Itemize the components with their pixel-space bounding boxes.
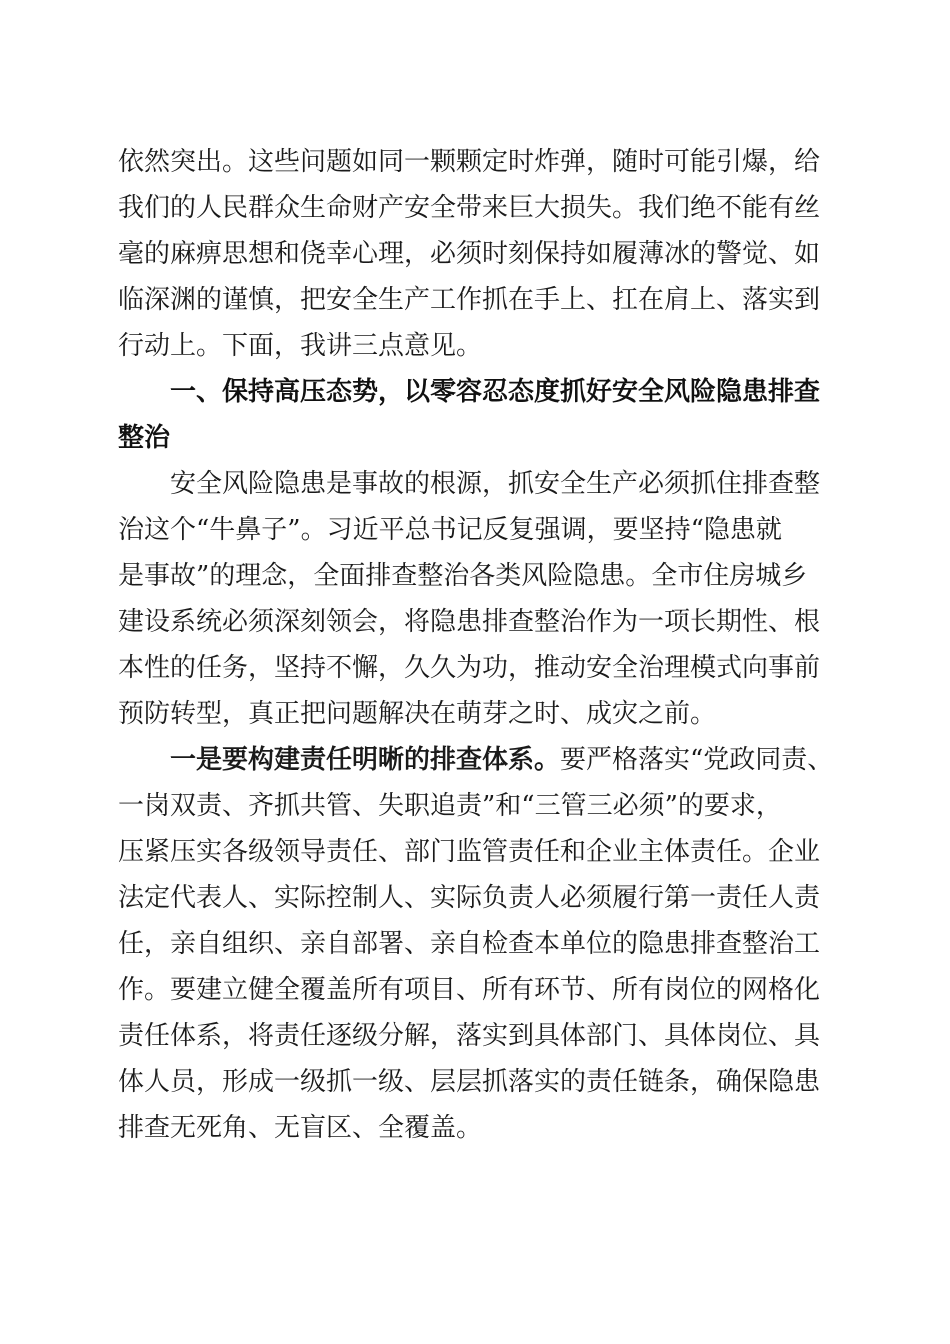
heading-line: 一、保持高压态势，以零容忍态度抓好安全风险隐患排查 bbox=[170, 377, 821, 407]
text-line: 我们的人民群众生命财产安全带来巨大损失。我们绝不能有丝 bbox=[118, 193, 821, 223]
text-line: 预防转型，真正把问题解决在萌芽之时、成灾之前。 bbox=[118, 699, 717, 729]
text-line: 临深渊的谨慎，把安全生产工作抓在手上、扛在肩上、落实到 bbox=[118, 285, 821, 315]
text-line: 行动上。下面，我讲三点意见。 bbox=[118, 331, 483, 361]
text-line bbox=[170, 740, 833, 780]
text-line: 治这个“牛鼻子”。习近平总书记反复强调，要坚持“隐患就 bbox=[118, 515, 782, 545]
paragraph-text: 要严格落实“党政同责、 bbox=[560, 745, 834, 775]
text-line: 毫的麻痹思想和侥幸心理，必须时刻保持如履薄冰的警觉、如 bbox=[118, 239, 821, 269]
text-line: 安全风险隐患是事故的根源，抓安全生产必须抓住排查整 bbox=[170, 469, 821, 499]
text-line: 压紧压实各级领导责任、部门监管责任和企业主体责任。企业 bbox=[118, 837, 821, 867]
text-line: 建设系统必须深刻领会，将隐患排查整治作为一项长期性、根 bbox=[118, 607, 821, 637]
text-line: 一岗双责、齐抓共管、失职追责”和“三管三必须”的要求， bbox=[118, 791, 782, 821]
paragraph-lead: 一是要构建责任明晰的排查体系。 bbox=[170, 745, 561, 775]
text-line: 依然突出。这些问题如同一颗颗定时炸弹，随时可能引爆，给 bbox=[118, 147, 821, 177]
text-line: 任，亲自组织、亲自部署、亲自检查本单位的隐患排查整治工 bbox=[118, 929, 821, 959]
text-line: 体人员，形成一级抓一级、层层抓落实的责任链条，确保隐患 bbox=[118, 1067, 821, 1097]
text-line: 责任体系，将责任逐级分解，落实到具体部门、具体岗位、具 bbox=[118, 1021, 821, 1051]
text-line: 作。要建立健全覆盖所有项目、所有环节、所有岗位的网格化 bbox=[118, 975, 821, 1005]
heading-line: 整治 bbox=[118, 423, 171, 453]
text-line: 本性的任务，坚持不懈，久久为功，推动安全治理模式向事前 bbox=[118, 653, 821, 683]
text-line: 法定代表人、实际控制人、实际负责人必须履行第一责任人责 bbox=[118, 883, 821, 913]
text-line: 排查无死角、无盲区、全覆盖。 bbox=[118, 1113, 483, 1143]
text-line: 是事故”的理念，全面排查整治各类风险隐患。全市住房城乡 bbox=[118, 561, 808, 591]
